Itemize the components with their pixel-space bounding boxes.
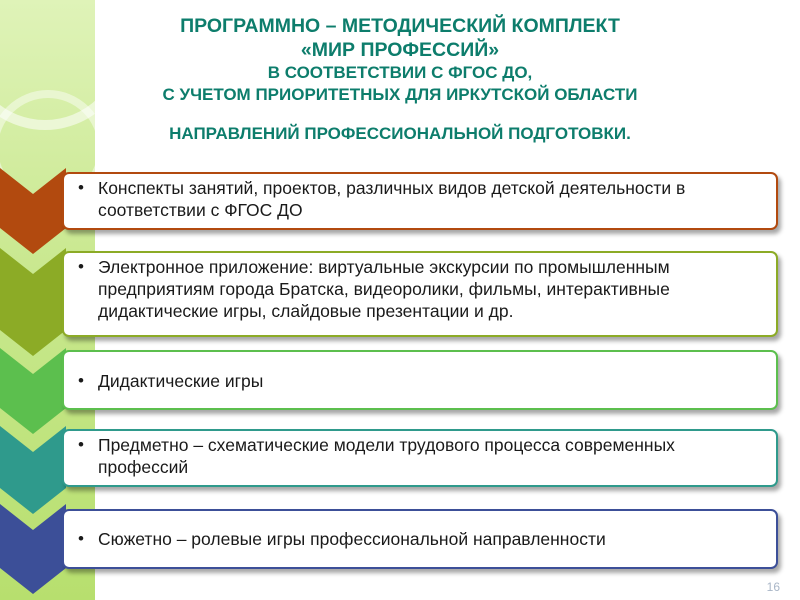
bullet: •: [78, 257, 84, 276]
list-item-text: Дидактические игры: [98, 371, 264, 391]
title-line-4: С УЧЕТОМ ПРИОРИТЕТНЫХ ДЛЯ ИРКУТСКОЙ ОБЛАСТИ: [162, 85, 638, 104]
bullet: •: [78, 178, 84, 197]
list-item: [62, 172, 778, 230]
title-line-2: «МИР ПРОФЕССИЙ»: [300, 39, 500, 61]
list-item-text: Электронное приложение: виртуальные экскурсии по промышленным предприятиям города Братска, видеоролики, фильмы, интерактивные дидактические игры, слайдовые презентации и др.: [98, 257, 670, 321]
list-item: [62, 429, 778, 487]
slide-title: [60, 14, 740, 145]
list-item: [62, 509, 778, 569]
chevron-arrow-icon: [0, 248, 66, 356]
list-item: [62, 350, 778, 410]
list-item-text: Сюжетно – ролевые игры профессиональной направленности: [98, 529, 606, 549]
chevron-arrow-icon: [0, 348, 66, 434]
bullet: •: [78, 371, 84, 390]
chevron-arrow-icon: [0, 504, 66, 594]
title-line-1: ПРОГРАММНО – МЕТОДИЧЕСКИЙ КОМПЛЕКТ: [180, 15, 620, 37]
chevron-arrow-icon: [0, 168, 66, 254]
bullet: •: [78, 529, 84, 548]
list-item: [62, 251, 778, 337]
chevron-arrow-icon: [0, 426, 66, 514]
list-item-text: Конспекты занятий, проектов, различных видов детской деятельности в соответствии с ФГОС ДО: [98, 178, 686, 220]
title-line-3: В СООТВЕТСТВИИ С ФГОС ДО,: [267, 63, 533, 82]
title-line-5: НАПРАВЛЕНИЙ ПРОФЕССИОНАЛЬНОЙ ПОДГОТОВКИ.: [169, 124, 631, 143]
list-item-text: Предметно – схематические модели трудового процесса современных профессий: [98, 435, 675, 477]
page-number: 16: [766, 580, 780, 594]
bullet: •: [78, 435, 84, 454]
